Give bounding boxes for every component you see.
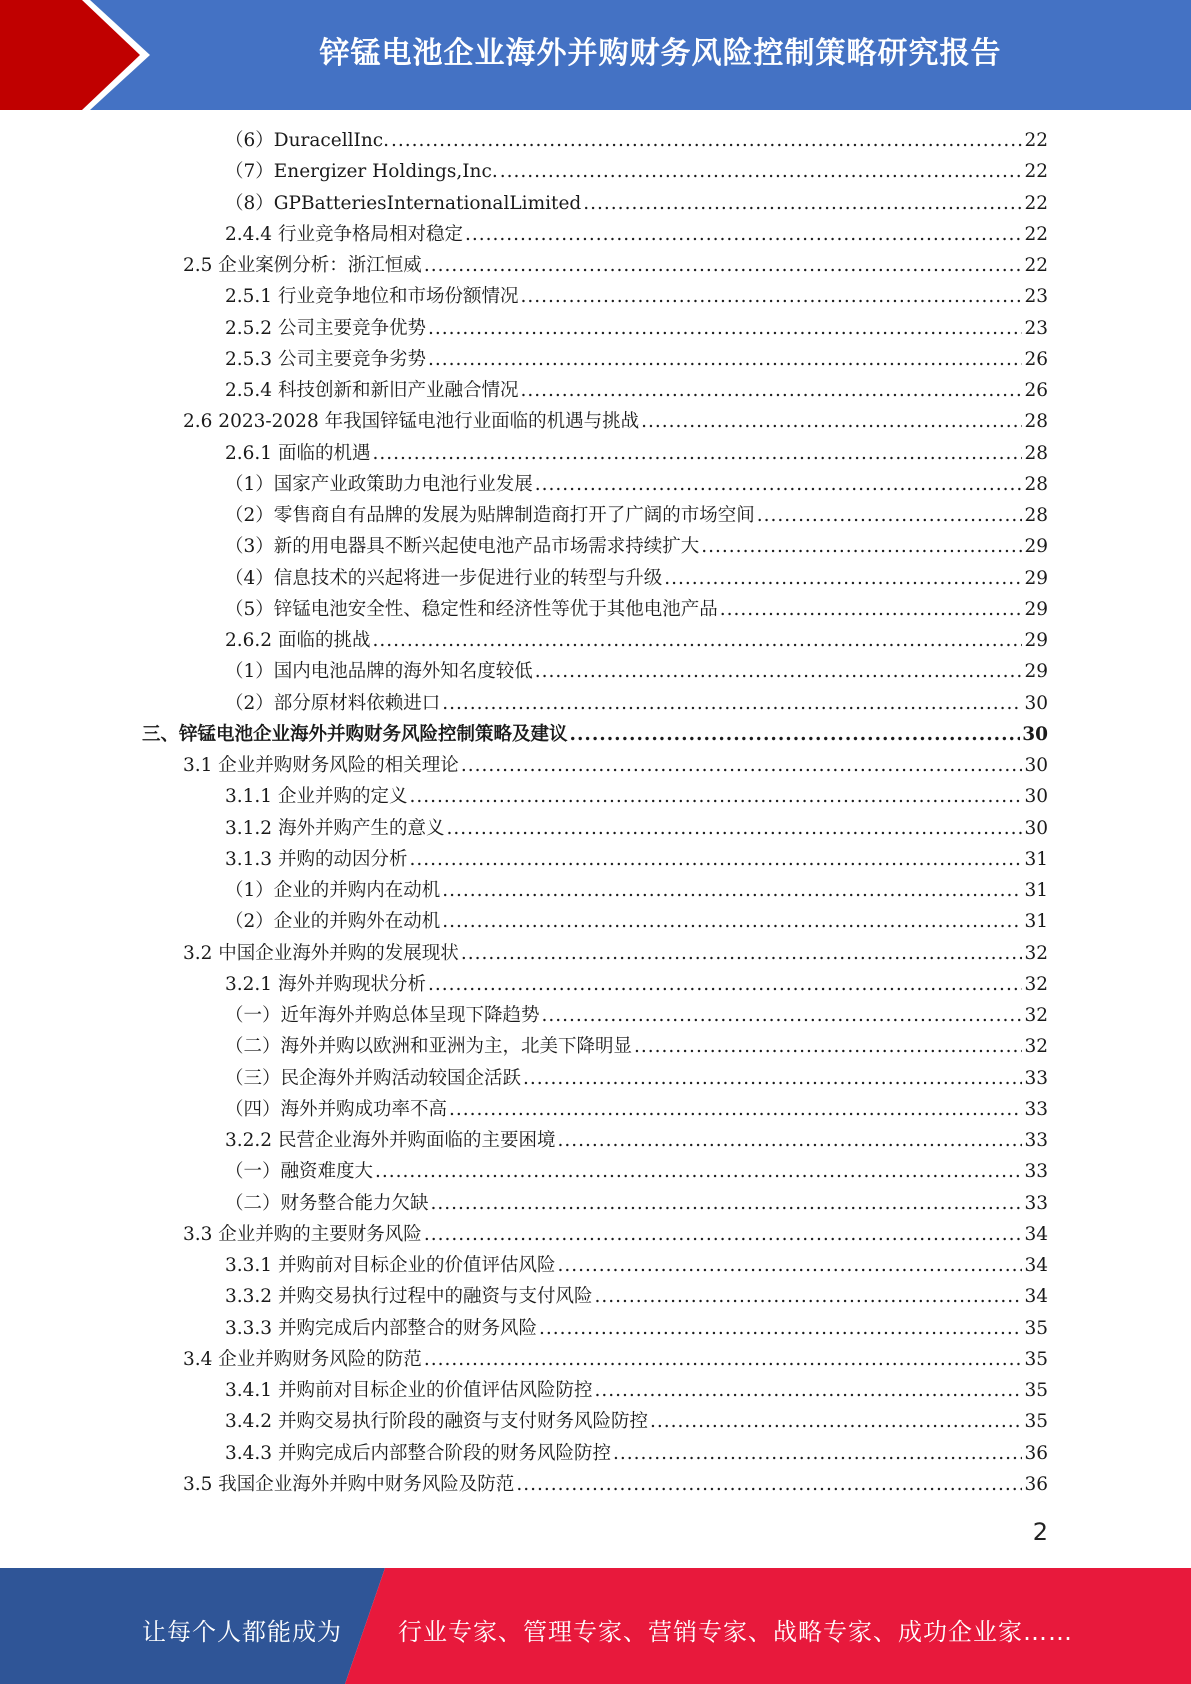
toc-entry[interactable] xyxy=(183,940,1048,968)
toc-entry-title: （5）锌锰电池安全性、稳定性和经济性等优于其他电池产品 xyxy=(225,598,718,620)
toc-entry-title: 3.4 企业并购财务风险的防范 xyxy=(183,1348,422,1370)
toc-entry-page: 22 xyxy=(1024,161,1048,183)
toc-entry[interactable] xyxy=(225,1377,1048,1405)
toc-entry-page: 28 xyxy=(1024,411,1048,433)
page-footer xyxy=(0,1568,1191,1684)
toc-entry-page: 33 xyxy=(1024,1192,1048,1214)
toc-entry[interactable] xyxy=(225,502,1048,530)
toc-entry[interactable] xyxy=(183,1471,1048,1499)
toc-entry-title: （三）民企海外并购活动较国企活跃 xyxy=(225,1067,522,1089)
toc-entry-title: 3.4.1 并购前对目标企业的价值评估风险防控 xyxy=(225,1380,593,1401)
toc-dot-leader xyxy=(701,533,1022,561)
toc-entry-page: 32 xyxy=(1024,1036,1048,1058)
toc-entry-page: 22 xyxy=(1024,192,1048,214)
toc-entry[interactable] xyxy=(225,1315,1048,1343)
toc-entry-page: 26 xyxy=(1024,380,1048,401)
toc-entry[interactable] xyxy=(142,721,1048,749)
toc-entry[interactable] xyxy=(225,533,1048,561)
toc-entry[interactable] xyxy=(225,283,1048,311)
toc-entry-title: （2）企业的并购外在动机 xyxy=(225,911,441,933)
toc-dot-leader xyxy=(523,1065,1022,1093)
toc-entry-title: （二）财务整合能力欠缺 xyxy=(225,1192,429,1214)
footer-slogan-right: 行业专家、管理专家、营销专家、战略专家、成功企业家…… xyxy=(398,1618,1073,1646)
toc-entry-page: 29 xyxy=(1024,661,1048,683)
toc-dot-leader xyxy=(650,1408,1022,1436)
toc-entry[interactable] xyxy=(225,1065,1048,1093)
toc-entry-page: 34 xyxy=(1024,1255,1048,1276)
toc-entry[interactable] xyxy=(225,1283,1048,1311)
toc-entry-title: 3.3.2 并购交易执行过程中的融资与支付风险 xyxy=(225,1286,593,1308)
toc-entry-page: 36 xyxy=(1024,1442,1048,1464)
toc-entry-title: 3.5 我国企业海外并购中财务风险及防范 xyxy=(183,1473,515,1495)
toc-entry[interactable] xyxy=(225,783,1048,811)
toc-dot-leader xyxy=(535,471,1023,499)
toc-dot-leader xyxy=(428,315,1022,343)
toc-entry-title: （四）海外并购成功率不高 xyxy=(225,1098,448,1120)
toc-dot-leader xyxy=(465,221,1022,249)
chevron-arrow-icon xyxy=(0,0,160,110)
toc-dot-leader xyxy=(442,690,1022,718)
toc-entry-title: 2.5 企业案例分析：浙江恒威 xyxy=(183,255,422,276)
toc-dot-leader xyxy=(613,1440,1022,1468)
toc-entry-page: 33 xyxy=(1024,1130,1048,1151)
toc-entry-title: 2.5.3 公司主要竞争劣势 xyxy=(225,348,426,370)
toc-entry-page: 28 xyxy=(1024,505,1048,526)
toc-entry-page: 31 xyxy=(1024,880,1048,901)
toc-dot-leader xyxy=(535,658,1023,686)
toc-entry-title: 3.3.1 并购前对目标企业的价值评估风险 xyxy=(225,1255,556,1276)
toc-dot-leader xyxy=(391,127,1022,155)
toc-entry-page: 29 xyxy=(1024,567,1048,589)
toc-entry[interactable] xyxy=(225,158,1048,186)
toc-dot-leader xyxy=(461,940,1023,968)
toc-dot-leader xyxy=(520,283,1022,311)
toc-dot-leader xyxy=(570,721,1021,749)
toc-entry[interactable] xyxy=(183,1221,1048,1249)
toc-dot-leader xyxy=(539,1315,1022,1343)
toc-entry[interactable] xyxy=(225,815,1048,843)
toc-entry-page: 26 xyxy=(1024,348,1048,370)
toc-dot-leader xyxy=(424,1221,1023,1249)
toc-dot-leader xyxy=(634,1033,1022,1061)
toc-entry-title: 2.4.4 行业竞争格局相对稳定 xyxy=(225,223,463,245)
toc-dot-leader xyxy=(442,877,1022,905)
toc-entry-title: （3）新的用电器具不断兴起使电池产品市场需求持续扩大 xyxy=(225,536,700,558)
toc-entry-title: （2）零售商自有品牌的发展为贴牌制造商打开了广阔的市场空间 xyxy=(225,505,755,526)
toc-dot-leader xyxy=(442,908,1022,936)
toc-dot-leader xyxy=(446,815,1022,843)
toc-dot-leader xyxy=(424,252,1023,280)
toc-entry[interactable] xyxy=(225,377,1048,405)
toc-dot-leader xyxy=(557,1252,1022,1280)
toc-entry-page: 23 xyxy=(1024,317,1048,339)
toc-dot-leader xyxy=(500,158,1023,186)
page-number: 2 xyxy=(1032,1518,1048,1546)
toc-dot-leader xyxy=(409,783,1022,811)
toc-entry-title: 3.2 中国企业海外并购的发展现状 xyxy=(183,942,459,964)
toc-entry[interactable] xyxy=(225,221,1048,249)
toc-entry[interactable] xyxy=(225,846,1048,874)
toc-entry-page: 29 xyxy=(1024,536,1048,558)
toc-dot-leader xyxy=(542,1002,1023,1030)
toc-entry-title: 3.4.3 并购完成后内部整合阶段的财务风险防控 xyxy=(225,1442,611,1464)
toc-dot-leader xyxy=(372,440,1022,468)
toc-entry-title: （2）部分原材料依赖进口 xyxy=(225,692,441,714)
toc-entry-title: 3.1 企业并购财务风险的相关理论 xyxy=(183,755,459,776)
toc-entry-title: 2.5.4 科技创新和新旧产业融合情况 xyxy=(225,380,519,401)
toc-entry-page: 29 xyxy=(1024,630,1048,651)
toc-entry-page: 33 xyxy=(1024,1098,1048,1120)
toc-entry-title: （一）融资难度大 xyxy=(225,1161,374,1183)
toc-entry-title: 3.3.3 并购完成后内部整合的财务风险 xyxy=(225,1317,537,1339)
toc-dot-leader xyxy=(720,596,1023,624)
toc-entry-title: 3.3 企业并购的主要财务风险 xyxy=(183,1223,422,1245)
toc-entry-page: 35 xyxy=(1024,1317,1048,1339)
toc-entry-title: 3.1.3 并购的动因分析 xyxy=(225,848,408,870)
toc-entry-page: 22 xyxy=(1024,130,1048,151)
toc-entry[interactable] xyxy=(225,690,1048,718)
toc-entry-title: 3.2.1 海外并购现状分析 xyxy=(225,973,426,995)
toc-entry-page: 31 xyxy=(1024,911,1048,933)
toc-entry-title: 3.4.2 并购交易执行阶段的融资与支付财务风险防控 xyxy=(225,1411,648,1433)
toc-dot-leader xyxy=(594,1283,1022,1311)
toc-dot-leader xyxy=(409,846,1022,874)
toc-entry-page: 35 xyxy=(1024,1411,1048,1433)
toc-entry-page: 33 xyxy=(1024,1161,1048,1183)
toc-entry[interactable] xyxy=(225,315,1048,343)
toc-entry-page: 28 xyxy=(1024,442,1048,464)
toc-dot-leader xyxy=(583,190,1022,218)
toc-entry[interactable] xyxy=(225,1190,1048,1218)
toc-entry[interactable] xyxy=(183,408,1048,436)
toc-entry-title: 2.6 2023-2028 年我国锌锰电池行业面临的机遇与挑战 xyxy=(183,411,640,433)
toc-entry[interactable] xyxy=(183,252,1048,280)
toc-entry-page: 33 xyxy=(1024,1067,1048,1089)
toc-entry-page: 34 xyxy=(1024,1286,1048,1308)
toc-entry[interactable] xyxy=(225,565,1048,593)
toc-entry-page: 31 xyxy=(1024,848,1048,870)
toc-entry[interactable] xyxy=(225,440,1048,468)
toc-entry[interactable] xyxy=(183,1346,1048,1374)
page-header xyxy=(0,0,1191,110)
toc-entry[interactable] xyxy=(225,658,1048,686)
toc-entry-title: （一）近年海外并购总体呈现下降趋势 xyxy=(225,1005,540,1026)
toc-entry-title: （7）Energizer Holdings,Inc. xyxy=(225,161,498,183)
toc-dot-leader xyxy=(594,1377,1022,1405)
toc-dot-leader xyxy=(428,971,1022,999)
toc-entry-page: 36 xyxy=(1024,1473,1048,1495)
toc-entry-title: 2.5.2 公司主要竞争优势 xyxy=(225,317,426,339)
toc-entry-page: 35 xyxy=(1024,1380,1048,1401)
toc-entry-page: 29 xyxy=(1024,598,1048,620)
toc-entry-title: 2.6.1 面临的机遇 xyxy=(225,442,371,464)
toc-dot-leader xyxy=(428,346,1022,374)
toc-dot-leader xyxy=(520,377,1022,405)
toc-entry[interactable] xyxy=(183,752,1048,780)
toc-dot-leader xyxy=(461,752,1023,780)
toc-dot-leader xyxy=(375,1158,1022,1186)
toc-entry-title: 3.2.2 民营企业海外并购面临的主要困境 xyxy=(225,1130,556,1151)
toc-entry-title: 2.6.2 面临的挑战 xyxy=(225,630,371,651)
toc-entry[interactable] xyxy=(225,1158,1048,1186)
toc-entry[interactable] xyxy=(225,1252,1048,1280)
toc-dot-leader xyxy=(424,1346,1023,1374)
toc-dot-leader xyxy=(757,502,1023,530)
toc-entry-page: 30 xyxy=(1022,723,1048,745)
toc-entry-page: 22 xyxy=(1024,223,1048,245)
toc-entry-page: 30 xyxy=(1024,786,1048,808)
toc-entry-page: 30 xyxy=(1024,692,1048,714)
footer-slogan-left: 让每个人都能成为 xyxy=(142,1618,342,1646)
toc-entry-page: 23 xyxy=(1024,286,1048,308)
toc-entry-title: 3.1.2 海外并购产生的意义 xyxy=(225,817,445,839)
toc-entry-title: （4）信息技术的兴起将进一步促进行业的转型与升级 xyxy=(225,567,663,589)
report-title: 锌锰电池企业海外并购财务风险控制策略研究报告 xyxy=(319,36,1002,71)
toc-entry[interactable] xyxy=(225,127,1048,155)
toc-entry[interactable] xyxy=(225,1440,1048,1468)
toc-dot-leader xyxy=(516,1471,1022,1499)
toc-dot-leader xyxy=(372,627,1022,655)
toc-entry-title: （1）企业的并购内在动机 xyxy=(225,880,441,901)
toc-entry[interactable] xyxy=(225,627,1048,655)
toc-entry-page: 30 xyxy=(1024,755,1048,776)
toc-entry-page: 32 xyxy=(1024,1005,1048,1026)
toc-entry[interactable] xyxy=(225,877,1048,905)
toc-entry-title: （8）GPBatteriesInternationalLimited xyxy=(225,192,582,214)
toc-entry-page: 28 xyxy=(1024,473,1048,495)
toc-dot-leader xyxy=(449,1096,1022,1124)
toc-entry-page: 35 xyxy=(1024,1348,1048,1370)
toc-dot-leader xyxy=(557,1127,1022,1155)
toc-entry-title: （1）国家产业政策助力电池行业发展 xyxy=(225,473,533,495)
toc-dot-leader xyxy=(641,408,1022,436)
toc-dot-leader xyxy=(664,565,1022,593)
toc-entry[interactable] xyxy=(225,1127,1048,1155)
toc-entry-title: （6）DuracellInc. xyxy=(225,130,389,151)
toc-dot-leader xyxy=(431,1190,1023,1218)
toc-entry[interactable] xyxy=(225,1096,1048,1124)
toc-entry-page: 22 xyxy=(1024,255,1048,276)
toc-entry-title: 3.1.1 企业并购的定义 xyxy=(225,786,408,808)
toc-entry-title: 2.5.1 行业竞争地位和市场份额情况 xyxy=(225,286,519,308)
toc-entry[interactable] xyxy=(225,471,1048,499)
toc-entry[interactable] xyxy=(225,908,1048,936)
toc-entry-page: 30 xyxy=(1024,817,1048,839)
toc-entry-title: （1）国内电池品牌的海外知名度较低 xyxy=(225,661,533,683)
toc-entry-title: （二）海外并购以欧洲和亚洲为主，北美下降明显 xyxy=(225,1036,633,1058)
toc-entry-page: 32 xyxy=(1024,973,1048,995)
toc-entry[interactable] xyxy=(225,596,1048,624)
toc-entry-page: 32 xyxy=(1024,942,1048,964)
toc-entry-title: 三、锌锰电池企业海外并购财务风险控制策略及建议 xyxy=(142,723,568,745)
toc-entry[interactable] xyxy=(225,1002,1048,1030)
toc-entry[interactable] xyxy=(225,1408,1048,1436)
toc-entry-page: 34 xyxy=(1024,1223,1048,1245)
toc-entry[interactable] xyxy=(225,346,1048,374)
toc-entry[interactable] xyxy=(225,971,1048,999)
toc-entry[interactable] xyxy=(225,190,1048,218)
toc-entry[interactable] xyxy=(225,1033,1048,1061)
